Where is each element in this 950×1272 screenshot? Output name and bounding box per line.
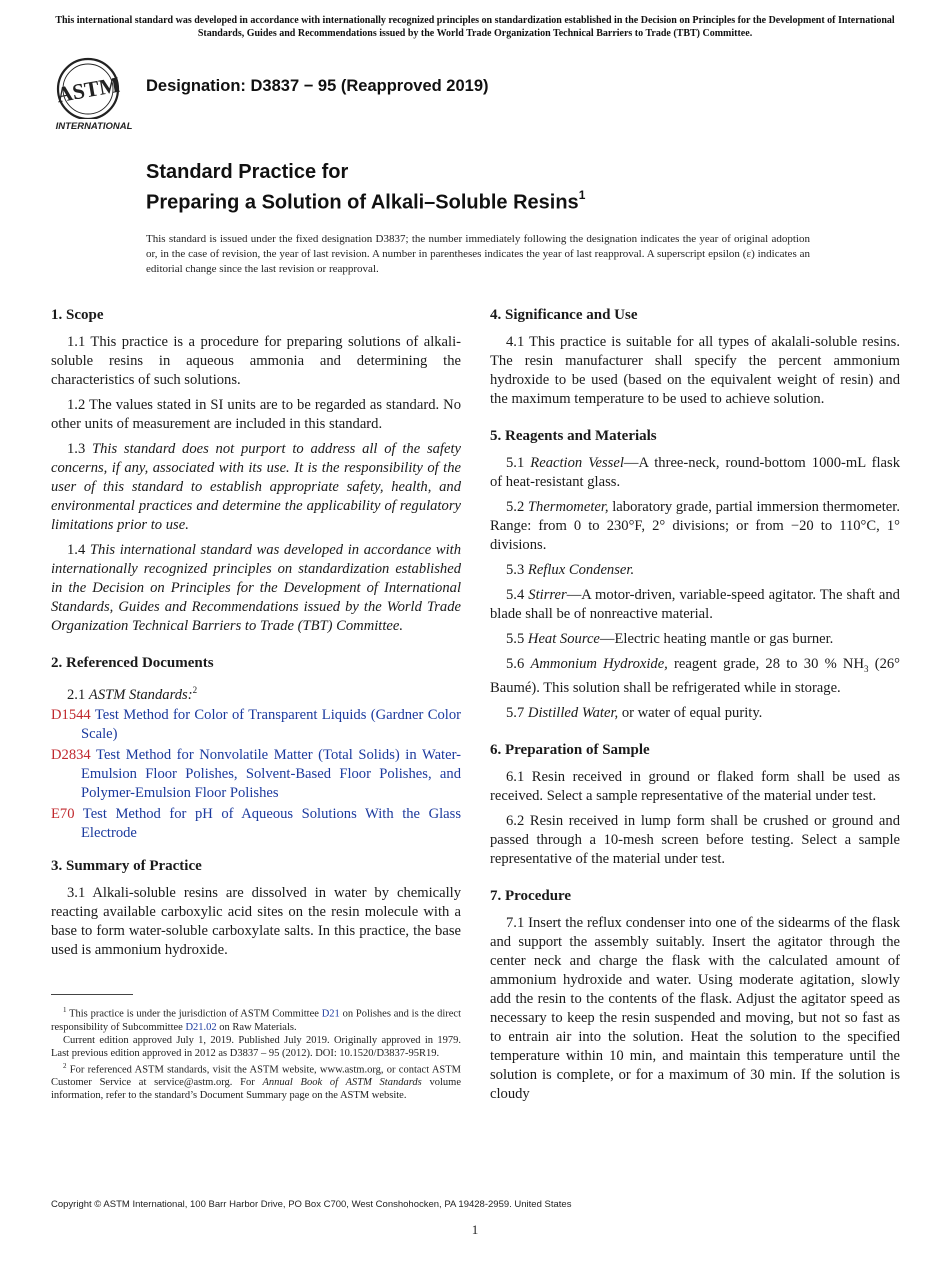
paragraph: 7.1 Insert the reflux condenser into one of the sidearms of the flask and support the assembly suitably. Insert the agitator through the center neck and charge the flask with the calculated amount of ammonium hydroxide and water. Using moderate agitation, slowly add the resin to the contents of the flask. Adjust the agitator speed as necessary to keep the resin suspended and moving, but not so fast as to entrain air into the solution. Heat the solution to the specified temperature within 10 min, and maintain this temperature until the solution is complete, or for a maximum of 30 min. If the solution is cloudy (490, 914, 900, 1102)
astm-logo (52, 57, 136, 133)
document-title (146, 160, 585, 216)
page-number: 1 (471, 1222, 479, 1237)
reference-item[interactable] (51, 706, 461, 744)
right-column (490, 306, 900, 1110)
section-heading: 1. Scope (51, 307, 104, 323)
paragraph: 5.2 Thermometer, laboratory grade, partial immersion thermometer. Range: from 0 to 230°F, 2° divisions; or from −20 to 110°C, 1° divisions. (490, 499, 900, 553)
paragraph: 4.1 This practice is suitable for all types of akalali-soluble resins. The resin manufacturer shall specify the percent ammonium hydroxide to be used (based on the equivalent weight of resin) and the maximum temperature to be used to achieve solution. (490, 334, 900, 407)
paragraph: 1.4 This international standard was developed in accordance with internationally recognized principles on standardization established in the Decision on Principles for the Development of International Standards, Guides and Recommendations issued by the World Trade Organization Technical Barriers to Trade (TBT) Committee. (51, 542, 462, 634)
footnote-2: $^2$ For referenced ASTM standards, visit the ASTM website, www.astm.org, or contact ASTM Customer Service at service@astm.org. For Annual Book of ASTM Standards volume information, refer to the standard’s Document Summary page on the ASTM website. (51, 1061, 461, 1101)
committee-link[interactable]: D21 (321, 1008, 340, 1020)
reference-code[interactable]: D1544 (51, 706, 91, 723)
title-line-1: Standard Practice for (146, 161, 349, 183)
section-heading: 3. Summary of Practice (51, 857, 202, 874)
paragraph: 5.1 Reaction Vessel—A three-neck, round-bottom 1000-mL flask of heat-resistant glass. (490, 455, 900, 490)
left-column (51, 306, 461, 966)
section-heading: 4. Significance and Use (490, 307, 638, 323)
section-heading: 2. Referenced Documents (51, 655, 214, 671)
paragraph: 1.2 The values stated in SI units are to be regarded as standard. No other units of measurement are included in this standard. (51, 397, 461, 432)
designation: Designation: D3837 − 95 (Reapproved 2019) (146, 77, 489, 95)
reference-item[interactable] (51, 746, 461, 803)
title-footnote-mark[interactable]: 1 (578, 188, 586, 202)
paragraph: 5.3 Reflux Condenser. (506, 562, 635, 578)
paragraph: 2.1 ASTM Standards:$^2$ (67, 685, 198, 703)
copyright: Copyright © ASTM International, 100 Barr Harbor Drive, PO Box C700, West Conshohocken, PA 19428-2959. United States (51, 1199, 572, 1210)
section-heading: 5. Reagents and Materials (490, 428, 657, 444)
section-heading: 6. Preparation of Sample (490, 741, 650, 758)
footnote-1: $^1$ This practice is under the jurisdiction of ASTM Committee D21 on Polishes and is the direct responsibility of Subcommittee D21.02 on Raw Materials. (51, 1006, 461, 1033)
section-heading: 7. Procedure (490, 887, 572, 904)
paragraph: 3.1 Alkali-soluble resins are dissolved in water by chemically reacting available carboxylic acid sites on the resin molecule with a base to form water-soluble carboxylate salts. In this practice, the base used is ammonium hydroxide. (51, 884, 461, 958)
top-notice: This international standard was developed in accordance with internationally recognized principles on standardization established in the Decision on Principles for the Development of International Standards, Guides and Recommendations issued by the World Trade Organization Technical Barriers to Trade (TBT) Committee. (55, 15, 895, 39)
standard-note: This standard is issued under the fixed designation D3837; the number immediately following the designation indicates the year of original adoption or, in the case of revision, the year of last revision. A number in parentheses indicates the year of last reapproval. A superscript epsilon (ε) indicates an editorial change since the last revision or reapproval. (146, 233, 810, 275)
subcommittee-link[interactable]: D21.02 (185, 1021, 217, 1033)
paragraph: 6.1 Resin received in ground or flaked form shall be used as received. Select a sample representative of the material under test. (490, 768, 900, 804)
edition-note: Current edition approved July 1, 2019. Published July 2019. Originally approved in 1979. Last previous edition approved in 2012 as D3837 – 95 (2012). DOI: 10.1520/D3837-95R19. (51, 1034, 461, 1059)
footnote-divider (51, 994, 133, 995)
title-line-2: Preparing a Solution of Alkali–Soluble Resins$^1$ (146, 188, 586, 214)
paragraph: 1.3 This standard does not purport to address all of the safety concerns, if any, associated with its use. It is the responsibility of the user of this standard to establish appropriate safety, health, and environmental practices and determine the applicability of regulatory limitations prior to use. (51, 441, 461, 533)
paragraph: 5.5 Heat Source—Electric heating mantle or gas burner. (506, 631, 834, 647)
reference-code[interactable]: E70 (51, 805, 75, 822)
logo-subtext: INTERNATIONAL (55, 121, 133, 132)
logo-text: ASTM (54, 71, 122, 108)
reference-code[interactable]: D2834 (51, 746, 91, 763)
paragraph: 5.4 Stirrer—A motor-driven, variable-speed agitator. The shaft and blade shall be of nonreactive material. (490, 587, 900, 622)
paragraph: 6.2 Resin received in lump form shall be crushed or ground and passed through a 10-mesh screen before testing. Select a sample representative of the material under test. (490, 812, 900, 867)
reference-title[interactable]: Test Method for pH of Aqueous Solutions With the Glass Electrode (81, 805, 461, 841)
paragraph: 5.7 Distilled Water, or water of equal purity. (506, 704, 763, 721)
paragraph: 1.1 This practice is a procedure for preparing solutions of alkali-soluble resins in aqueous ammonia and determining the characteristics of such solutions. (51, 334, 461, 388)
paragraph: 5.6 Ammonium Hydroxide, reagent grade, 28 to 30 % $NH_3$ (26° Baumé). This solution shall be refrigerated while in storage. (490, 656, 901, 696)
reference-title[interactable]: Test Method for Color of Transparent Liquids (Gardner Color Scale) (81, 706, 461, 742)
footnotes (51, 1004, 461, 1102)
reference-item[interactable] (51, 805, 461, 843)
reference-title[interactable]: Test Method for Nonvolatile Matter (Total Solids) in Water-Emulsion Floor Polishes, Solvent-Based Floor Polishes, and Polymer-Emulsion Floor Polishes (81, 746, 462, 801)
